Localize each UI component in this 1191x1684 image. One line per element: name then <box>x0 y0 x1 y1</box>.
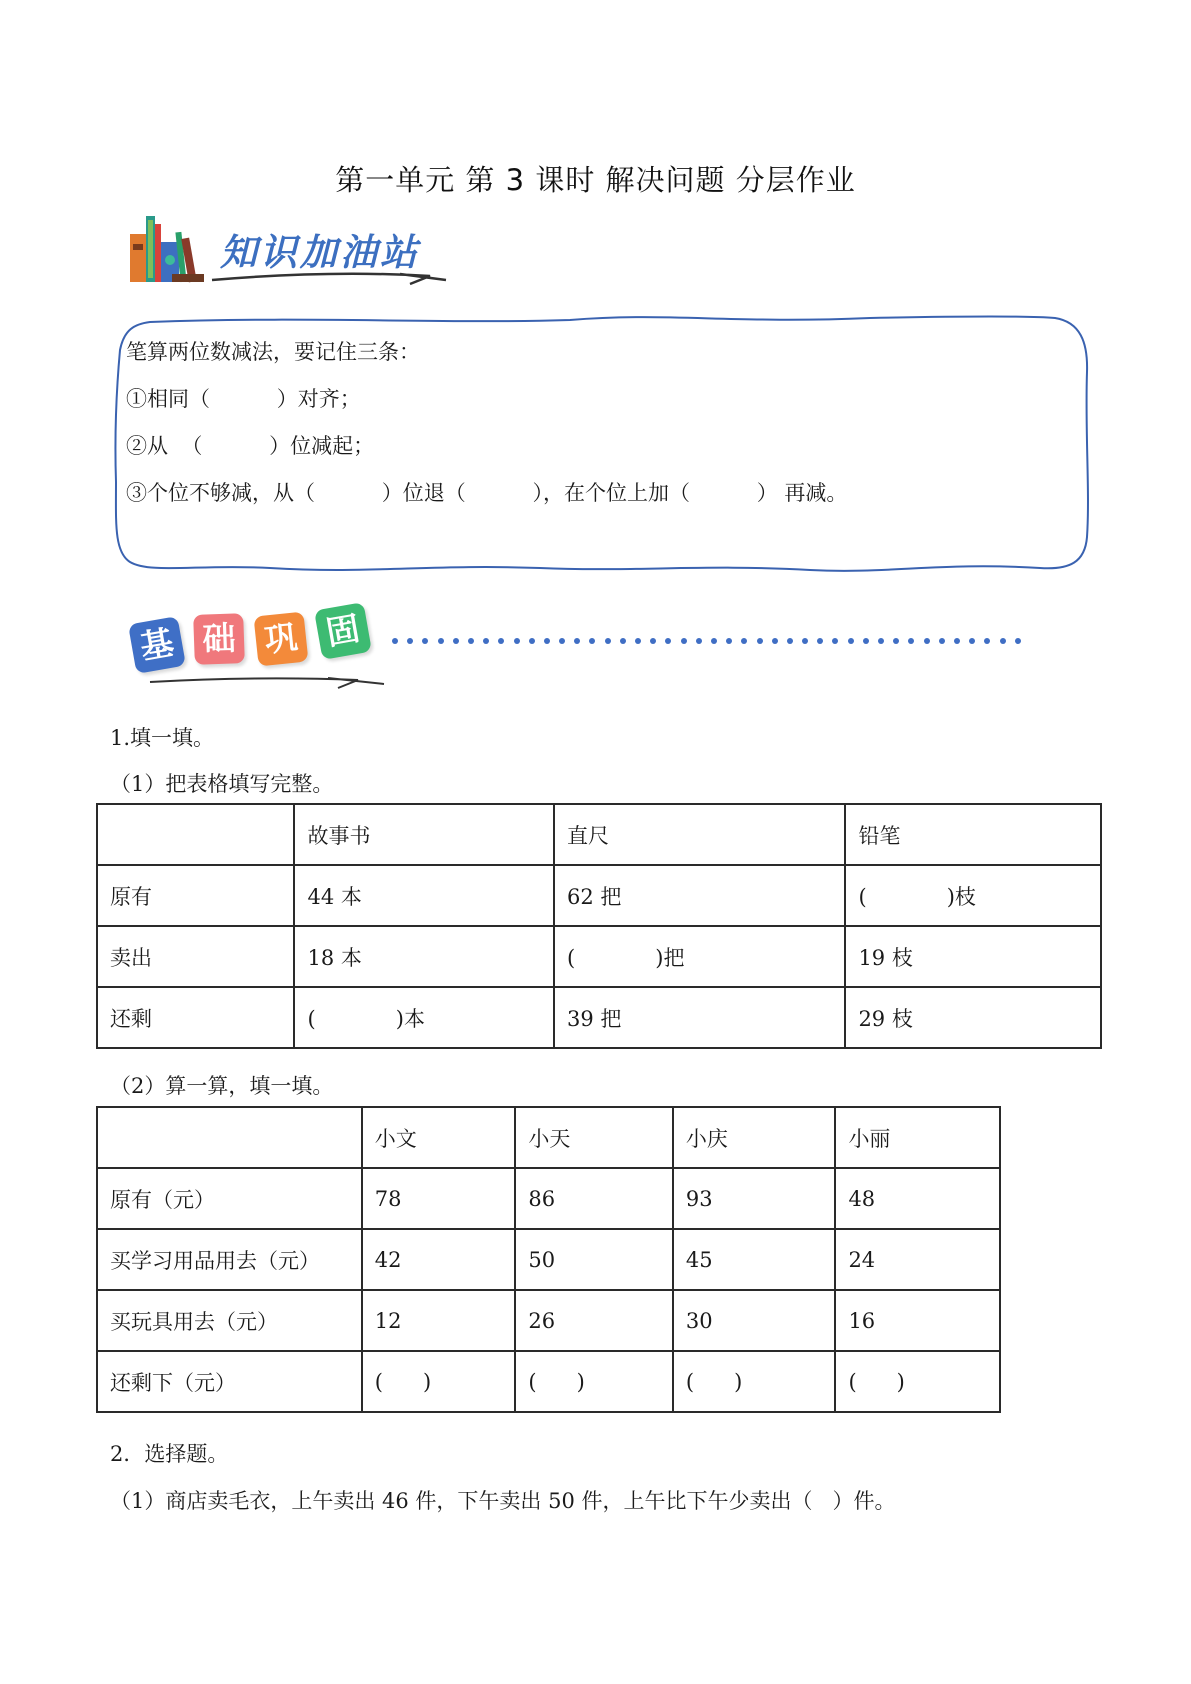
dot <box>681 638 687 644</box>
table-cell: 19 枝 <box>845 926 1101 987</box>
table-cell: 18 本 <box>294 926 554 987</box>
table-cell: 24 <box>835 1229 1000 1290</box>
section1-part2-label: （2）算一算，填一填。 <box>110 1074 334 1098</box>
dot <box>574 638 580 644</box>
dot <box>422 638 428 644</box>
row-label: 还剩下（元） <box>97 1351 362 1412</box>
row-label: 买玩具用去（元） <box>97 1290 362 1351</box>
table-cell: 45 <box>673 1229 836 1290</box>
table-cell: 93 <box>673 1168 836 1229</box>
page-title: 第一单元 第 3 课时 解决问题 分层作业 <box>335 163 856 197</box>
table-row <box>97 865 1101 926</box>
dot <box>863 638 869 644</box>
table-header-cell: 小文 <box>362 1107 516 1168</box>
table-cell: 42 <box>362 1229 516 1290</box>
knowledge-banner-label: 知识加油站 <box>220 231 420 274</box>
inventory-table <box>96 803 1102 1049</box>
dotted-divider <box>392 638 1072 646</box>
dot <box>787 638 793 644</box>
table-cell: 86 <box>515 1168 673 1229</box>
dot <box>939 638 945 644</box>
dot <box>696 638 702 644</box>
dot <box>1000 638 1006 644</box>
answer-blank[interactable]: ( ) <box>515 1351 673 1412</box>
books-icon <box>128 212 208 284</box>
section2-heading: 2．选择题。 <box>110 1442 229 1466</box>
dot <box>650 638 656 644</box>
dot <box>635 638 641 644</box>
knowledge-line-1: ①相同（ ）对齐； <box>126 387 361 411</box>
dot <box>772 638 778 644</box>
table-header-row <box>97 804 1101 865</box>
knowledge-line-2: ②从 （ ）位减起； <box>126 434 375 458</box>
dot <box>757 638 763 644</box>
table-cell: 44 本 <box>294 865 554 926</box>
knowledge-banner <box>128 212 448 290</box>
basic-consolidation-banner <box>118 600 398 690</box>
dot <box>438 638 444 644</box>
table-header-cell: 直尺 <box>554 804 845 865</box>
dot <box>969 638 975 644</box>
row-label: 卖出 <box>97 926 294 987</box>
row-label: 原有 <box>97 865 294 926</box>
dot <box>529 638 535 644</box>
banner-tile-3: 巩 <box>254 612 309 667</box>
dot <box>908 638 914 644</box>
answer-blank[interactable]: ( )本 <box>294 987 554 1048</box>
table-row <box>97 1168 1000 1229</box>
table-header-cell: 铅笔 <box>845 804 1101 865</box>
table-header-cell: 故事书 <box>294 804 554 865</box>
dot <box>848 638 854 644</box>
table-row <box>97 926 1101 987</box>
dot <box>711 638 717 644</box>
dot <box>878 638 884 644</box>
table-cell: 50 <box>515 1229 673 1290</box>
table-cell: 26 <box>515 1290 673 1351</box>
dot <box>620 638 626 644</box>
banner-tile-1: 基 <box>128 616 186 674</box>
dot <box>589 638 595 644</box>
dot <box>802 638 808 644</box>
table-row <box>97 987 1101 1048</box>
dot <box>544 638 550 644</box>
money-table <box>96 1106 1001 1413</box>
table-cell: 62 把 <box>554 865 845 926</box>
row-label: 买学习用品用去（元） <box>97 1229 362 1290</box>
dot <box>726 638 732 644</box>
table-row <box>97 1290 1000 1351</box>
table-cell: 16 <box>835 1290 1000 1351</box>
banner-tile-4: 固 <box>314 602 372 660</box>
row-label: 原有（元） <box>97 1168 362 1229</box>
answer-blank[interactable]: ( ) <box>362 1351 516 1412</box>
table-cell: 39 把 <box>554 987 845 1048</box>
banner-tile-2: 础 <box>193 613 245 665</box>
dot <box>893 638 899 644</box>
answer-blank[interactable]: ( ) <box>835 1351 1000 1412</box>
table-header-cell: 小天 <box>515 1107 673 1168</box>
dot <box>817 638 823 644</box>
answer-blank[interactable]: ( )把 <box>554 926 845 987</box>
section1-part1-label: （1）把表格填写完整。 <box>110 772 334 796</box>
table-header-row <box>97 1107 1000 1168</box>
table-cell <box>97 804 294 865</box>
dot <box>392 638 398 644</box>
answer-blank[interactable]: ( )枝 <box>845 865 1101 926</box>
dot <box>954 638 960 644</box>
dot <box>984 638 990 644</box>
dot <box>559 638 565 644</box>
section2-question-1: （1）商店卖毛衣，上午卖出 46 件，下午卖出 50 件，上午比下午少卖出（ ）件。 <box>110 1489 896 1513</box>
table-header-cell: 小庆 <box>673 1107 836 1168</box>
underline-swoosh <box>210 268 450 288</box>
knowledge-line-intro: 笔算两位数减法，要记住三条： <box>126 340 420 364</box>
knowledge-line-3: ③个位不够减，从（ ）位退（ ），在个位上加（ ） 再减。 <box>126 481 848 505</box>
table-row <box>97 1229 1000 1290</box>
dot <box>665 638 671 644</box>
table-cell: 30 <box>673 1290 836 1351</box>
dot <box>832 638 838 644</box>
dot <box>483 638 489 644</box>
table-header-cell: 小丽 <box>835 1107 1000 1168</box>
table-cell <box>97 1107 362 1168</box>
table-row <box>97 1351 1000 1412</box>
answer-blank[interactable]: ( ) <box>673 1351 836 1412</box>
row-label: 还剩 <box>97 987 294 1048</box>
dot <box>605 638 611 644</box>
table-cell: 78 <box>362 1168 516 1229</box>
dot <box>407 638 413 644</box>
table-cell: 48 <box>835 1168 1000 1229</box>
table-cell: 29 枝 <box>845 987 1101 1048</box>
section1-heading: 1.填一填。 <box>110 726 215 750</box>
dot <box>924 638 930 644</box>
dot <box>741 638 747 644</box>
table-cell: 12 <box>362 1290 516 1351</box>
dot <box>453 638 459 644</box>
dot <box>498 638 504 644</box>
dot <box>468 638 474 644</box>
underline-swoosh <box>148 672 388 692</box>
dot <box>514 638 520 644</box>
dot <box>1015 638 1021 644</box>
